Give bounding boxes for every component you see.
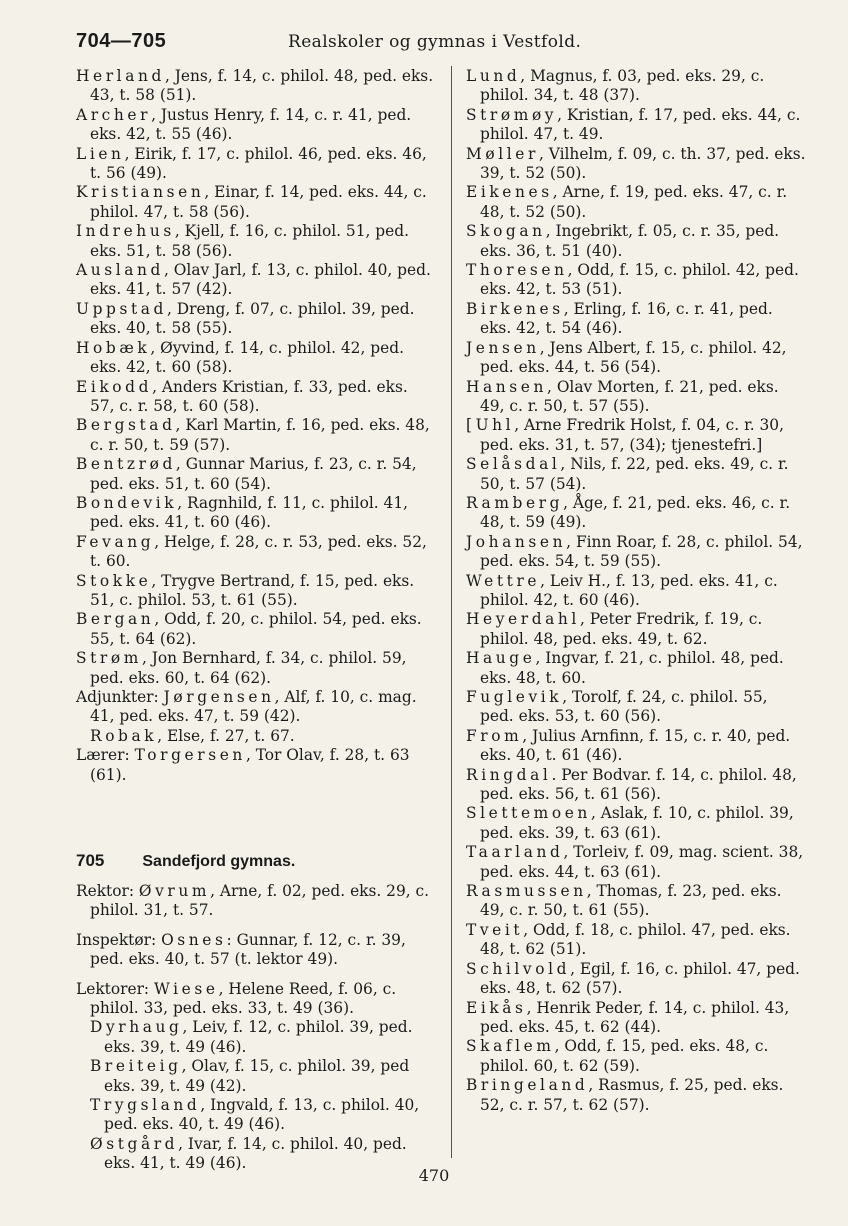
teacher-name: Thoresen	[466, 261, 568, 280]
section-number: 705	[76, 851, 105, 870]
teacher-name: Wiese	[154, 979, 219, 998]
teacher-entry	[466, 183, 806, 222]
teacher-entry	[466, 1076, 806, 1115]
teacher-details: , Olav, f. 15, c. philol. 39, ped eks. 39, t. 49 (42).	[104, 1057, 410, 1095]
teacher-details: , Finn Roar, f. 28, c. philol. 54, ped. eks. 54, t. 59 (55).	[480, 532, 803, 571]
teacher-details: , Thomas, f. 23, ped. eks. 49, c. r. 50, t. 61 (55).	[480, 882, 782, 920]
teacher-entry	[76, 67, 436, 106]
teacher-details: , Ivar, f. 14, c. philol. 40, ped. eks. 41, t. 49 (46).	[104, 1134, 407, 1173]
teacher-entry	[76, 106, 436, 145]
teacher-name: Birkenes	[466, 299, 564, 318]
teacher-entry	[466, 300, 806, 339]
teacher-name: Eikås	[466, 998, 527, 1017]
teacher-name: Bringeland	[466, 1076, 589, 1095]
page-footer	[0, 1166, 848, 1185]
teacher-name: Strømøy	[466, 105, 558, 124]
teacher-entry	[90, 1057, 436, 1096]
section-title: Sandefjord gymnas.	[142, 853, 296, 870]
teacher-entry	[466, 999, 806, 1038]
teacher-name: Øvrum	[138, 882, 211, 900]
teacher-name: Kristiansen	[76, 183, 205, 202]
running-title: Realskoler og gymnas i Vestfold.	[288, 32, 582, 52]
teacher-name: Østgård	[90, 1134, 179, 1153]
page-range: 704—705	[76, 30, 167, 52]
teacher-name: Breiteig	[90, 1057, 182, 1076]
teacher-entry	[466, 766, 806, 805]
teacher-entry	[76, 416, 436, 455]
teacher-entry	[466, 843, 806, 882]
teacher-details: , Aslak, f. 10, c. philol. 39, ped. eks. 39, t. 63 (61).	[480, 804, 794, 842]
teacher-entry	[466, 610, 806, 649]
laerer-entry	[76, 746, 436, 785]
teacher-name: Jørgensen	[163, 688, 275, 706]
teacher-name: Robak	[90, 726, 158, 745]
teacher-entry	[466, 960, 806, 999]
teacher-name: Ringdal	[466, 765, 552, 784]
teacher-name: Wettre	[466, 571, 541, 590]
teacher-name: Skaflem	[466, 1037, 555, 1056]
teacher-entry	[466, 882, 806, 921]
teacher-name: Uppstad	[76, 299, 167, 318]
teacher-name: Bondevik	[76, 493, 178, 512]
lektorer-entry	[76, 980, 436, 1019]
teacher-entry	[466, 67, 806, 106]
teacher-details: , Else, f. 27, t. 67.	[157, 726, 295, 745]
teacher-name: Trygsland	[90, 1096, 201, 1115]
teacher-entry	[76, 222, 436, 261]
teacher-details: , Magnus, f. 03, ped. eks. 29, c. philol. 34, t. 48 (37).	[480, 67, 765, 105]
teacher-name: Stokke	[76, 571, 152, 590]
teacher-details: , Eirik, f. 17, c. philol. 46, ped. eks. 46, t. 56 (49).	[90, 144, 427, 183]
teacher-entry	[76, 378, 436, 417]
teacher-details: , Dreng, f. 07, c. philol. 39, ped. eks. 40, t. 58 (55).	[90, 299, 415, 338]
teacher-entry	[466, 494, 806, 533]
teacher-details: , Julius Arnfinn, f. 15, c. r. 40, ped. eks. 40, t. 61 (46).	[480, 726, 791, 765]
teacher-details: , Arne, f. 19, ped. eks. 47, c. r. 48, t. 52 (50).	[480, 183, 788, 221]
teacher-details: , Odd, f. 15, ped. eks. 48, c. philol. 60, t. 62 (59).	[480, 1037, 769, 1075]
teacher-details: , Odd, f. 15, c. philol. 42, ped. eks. 42, t. 53 (51).	[480, 261, 799, 299]
teacher-details: , Tor Olav, f. 28, t. 63 (61).	[90, 746, 410, 784]
teacher-details: , Erling, f. 16, c. r. 41, ped. eks. 42, t. 54 (46).	[480, 299, 773, 338]
teacher-details: , Ragnhild, f. 11, c. philol. 41, ped. eks. 41, t. 60 (46).	[90, 493, 409, 532]
teacher-name: Slettemoen	[466, 804, 591, 823]
teacher-entry	[466, 727, 806, 766]
teacher-name: Fevang	[76, 532, 155, 551]
teacher-name: Bergan	[76, 610, 155, 629]
right-column	[466, 67, 806, 1115]
teacher-name: Jensen	[466, 338, 540, 357]
page-number: 470	[418, 1166, 450, 1185]
teacher-details: , Jens, f. 14, c. philol. 48, ped. eks. 43, t. 58 (51).	[90, 67, 434, 105]
teacher-details: , Justus Henry, f. 14, c. r. 41, ped. eks. 42, t. 55 (46).	[90, 105, 412, 144]
teacher-name: Fuglevik	[466, 688, 563, 706]
teacher-name: Lien	[76, 144, 125, 163]
teacher-details: , Trygve Bertrand, f. 15, ped. eks. 51, c. philol. 53, t. 61 (55).	[90, 571, 415, 609]
teacher-name: Skogan	[466, 222, 546, 241]
teacher-details: . Per Bodvar. f. 14, c. philol. 48, ped. eks. 56, t. 61 (56).	[480, 765, 797, 804]
teacher-name: Torgersen	[134, 746, 246, 765]
teacher-name: From	[466, 726, 523, 745]
teacher-entry	[76, 610, 436, 649]
teacher-entry	[76, 572, 436, 611]
teacher-entry	[466, 339, 806, 378]
teacher-name: Heyerdahl	[466, 610, 580, 629]
adjunkter-label: Adjunkter:	[76, 688, 164, 706]
teacher-entry	[76, 649, 436, 688]
teacher-details: , Ingebrikt, f. 05, c. r. 35, ped. eks. 36, t. 51 (40).	[480, 222, 780, 260]
teacher-entry	[466, 921, 806, 960]
teacher-name: Selåsdal	[466, 455, 561, 474]
teacher-details: , Kristian, f. 17, ped. eks. 44, c. philol. 47, t. 49.	[480, 105, 801, 144]
teacher-details: , Øyvind, f. 14, c. philol. 42, ped. eks. 42, t. 60 (58).	[90, 338, 404, 377]
section-heading	[76, 851, 436, 871]
teacher-details: , Helge, f. 28, c. r. 53, ped. eks. 52, t. 60.	[90, 532, 427, 571]
teacher-name: Hauge	[466, 649, 536, 668]
teacher-entry	[466, 222, 806, 261]
page-header	[76, 30, 802, 56]
adjunkter-entry	[90, 727, 436, 746]
laerer-label: Lærer:	[76, 746, 135, 765]
teacher-name: Dyrhaug	[90, 1018, 183, 1037]
teacher-details: , Odd, f. 20, c. philol. 54, ped. eks. 55, t. 64 (62).	[90, 610, 422, 648]
lektorer-label: Lektorer:	[76, 979, 155, 998]
teacher-name: Bergstad	[76, 416, 176, 435]
teacher-entry	[466, 145, 806, 184]
teacher-name: Ramberg	[466, 493, 564, 512]
teacher-entry	[466, 804, 806, 843]
inspektor-entry	[76, 931, 436, 970]
teacher-name: Ausland	[76, 261, 164, 280]
teacher-entry	[466, 455, 806, 494]
teacher-name: Herland	[76, 67, 165, 85]
teacher-name: Indrehus	[76, 222, 175, 241]
teacher-name: Johansen	[466, 532, 567, 551]
teacher-entry	[466, 261, 806, 300]
teacher-name: Hobæk	[76, 338, 151, 357]
teacher-entry	[466, 572, 806, 611]
teacher-name: Eikenes	[466, 183, 553, 202]
teacher-details: , Kjell, f. 16, c. philol. 51, ped. eks. 51, t. 58 (56).	[90, 222, 409, 260]
teacher-entry	[466, 378, 806, 417]
teacher-details: , Einar, f. 14, ped. eks. 44, c. philol. 47, t. 58 (56).	[90, 183, 427, 221]
teacher-details: , Leiv H., f. 13, ped. eks. 41, c. philol. 42, t. 60 (46).	[480, 571, 778, 609]
teacher-details: , Rasmus, f. 25, ped. eks. 52, c. r. 57, t. 62 (57).	[480, 1076, 784, 1114]
inspektor-label: Inspektør:	[76, 930, 162, 949]
teacher-name: Lund	[466, 67, 521, 85]
teacher-details: : Gunnar, f. 12, c. r. 39, ped. eks. 40, t. 57 (t. lektor 49).	[90, 930, 406, 969]
teacher-entry	[76, 339, 436, 378]
lektorer-list	[76, 1018, 436, 1173]
teacher-details: , Arne, f. 02, ped. eks. 29, c. philol. 31, t. 57.	[90, 882, 430, 920]
teacher-entry	[76, 300, 436, 339]
teacher-details: , Åge, f. 21, ped. eks. 46, c. r. 48, t. 59 (49).	[480, 493, 791, 532]
teacher-entry	[466, 416, 806, 455]
teacher-name: Taarland	[466, 843, 564, 862]
teacher-entry	[76, 494, 436, 533]
teacher-entry	[466, 106, 806, 145]
teacher-name: [Uhl	[466, 416, 515, 435]
teacher-details: , Alf, f. 10, c. mag. 41, ped. eks. 47, t. 59 (42).	[90, 688, 417, 726]
teacher-details: , Torolf, f. 24, c. philol. 55, ped. eks. 53, t. 60 (56).	[480, 688, 768, 726]
left-column-top	[76, 67, 436, 785]
teacher-details: , Vilhelm, f. 09, c. th. 37, ped. eks. 39, t. 52 (50).	[480, 144, 806, 183]
teacher-details: , Henrik Peder, f. 14, c. philol. 43, ped. eks. 45, t. 62 (44).	[480, 998, 790, 1036]
teacher-details: , Jens Albert, f. 15, c. philol. 42, ped. eks. 44, t. 56 (54).	[480, 338, 787, 377]
teacher-details: , Ingvar, f. 21, c. philol. 48, ped. eks. 48, t. 60.	[480, 649, 784, 687]
teacher-details: , Helene Reed, f. 06, c. philol. 33, ped. eks. 33, t. 49 (36).	[90, 979, 397, 1018]
teacher-name: Schilvold	[466, 959, 571, 978]
teacher-details: , Peter Fredrik, f. 19, c. philol. 48, ped. eks. 49, t. 62.	[480, 610, 763, 648]
teacher-details: , Olav Morten, f. 21, ped. eks. 49, c. r. 50, t. 57 (55).	[480, 377, 779, 415]
teacher-details: , Nils, f. 22, ped. eks. 49, c. r. 50, t. 57 (54).	[480, 455, 789, 493]
teacher-entry	[466, 688, 806, 727]
adjunkter-entry	[76, 688, 436, 727]
teacher-details: , Gunnar Marius, f. 23, c. r. 54, ped. eks. 51, t. 60 (54).	[90, 455, 417, 493]
teacher-details: , Odd, f. 18, c. philol. 47, ped. eks. 48, t. 62 (51).	[480, 920, 791, 959]
teacher-name: Osnes	[161, 930, 227, 949]
teacher-details: , Leiv, f. 12, c. philol. 39, ped. eks. 39, t. 49 (46).	[104, 1018, 413, 1056]
teacher-name: Tveit	[466, 920, 524, 939]
rektor-entry	[76, 882, 436, 921]
left-column-bottom	[76, 882, 436, 1174]
teacher-name: Hansen	[466, 377, 548, 396]
teacher-name: Eikodd	[76, 377, 153, 396]
column-divider	[451, 66, 452, 1158]
teacher-details: , Torleiv, f. 09, mag. scient. 38, ped. eks. 44, t. 63 (61).	[480, 843, 804, 881]
teacher-entry	[76, 145, 436, 184]
teacher-details: , Olav Jarl, f. 13, c. philol. 40, ped. eks. 41, t. 57 (42).	[90, 261, 431, 299]
teacher-name: Bentzrød	[76, 455, 176, 474]
teacher-entry	[90, 1018, 436, 1057]
teacher-list-left	[76, 67, 436, 688]
teacher-entry	[76, 455, 436, 494]
rektor-label: Rektor:	[76, 882, 139, 900]
teacher-name: Strøm	[76, 649, 142, 668]
teacher-entry	[76, 533, 436, 572]
teacher-entry	[466, 533, 806, 572]
teacher-name: Møller	[466, 144, 539, 163]
teacher-entry	[76, 261, 436, 300]
teacher-entry	[466, 1037, 806, 1076]
teacher-details: , Ingvald, f. 13, c. philol. 40, ped. eks. 40, t. 49 (46).	[104, 1096, 420, 1134]
teacher-name: Archer	[76, 105, 152, 124]
teacher-entry	[76, 183, 436, 222]
teacher-list-right	[466, 67, 806, 1115]
teacher-entry	[90, 1096, 436, 1135]
teacher-name: Rasmussen	[466, 882, 587, 901]
teacher-details: , Karl Martin, f. 16, ped. eks. 48, c. r. 50, t. 59 (57).	[90, 416, 430, 454]
teacher-details: , Jon Bernhard, f. 34, c. philol. 59, ped. eks. 60, t. 64 (62).	[90, 649, 407, 687]
teacher-details: , Arne Fredrik Holst, f. 04, c. r. 30, ped. eks. 31, t. 57, (34); tjenestefri.]	[480, 416, 784, 454]
teacher-details: , Egil, f. 16, c. philol. 47, ped. eks. 48, t. 62 (57).	[480, 959, 800, 998]
teacher-details: , Anders Kristian, f. 33, ped. eks. 57, c. r. 58, t. 60 (58).	[90, 377, 408, 415]
teacher-entry	[466, 649, 806, 688]
